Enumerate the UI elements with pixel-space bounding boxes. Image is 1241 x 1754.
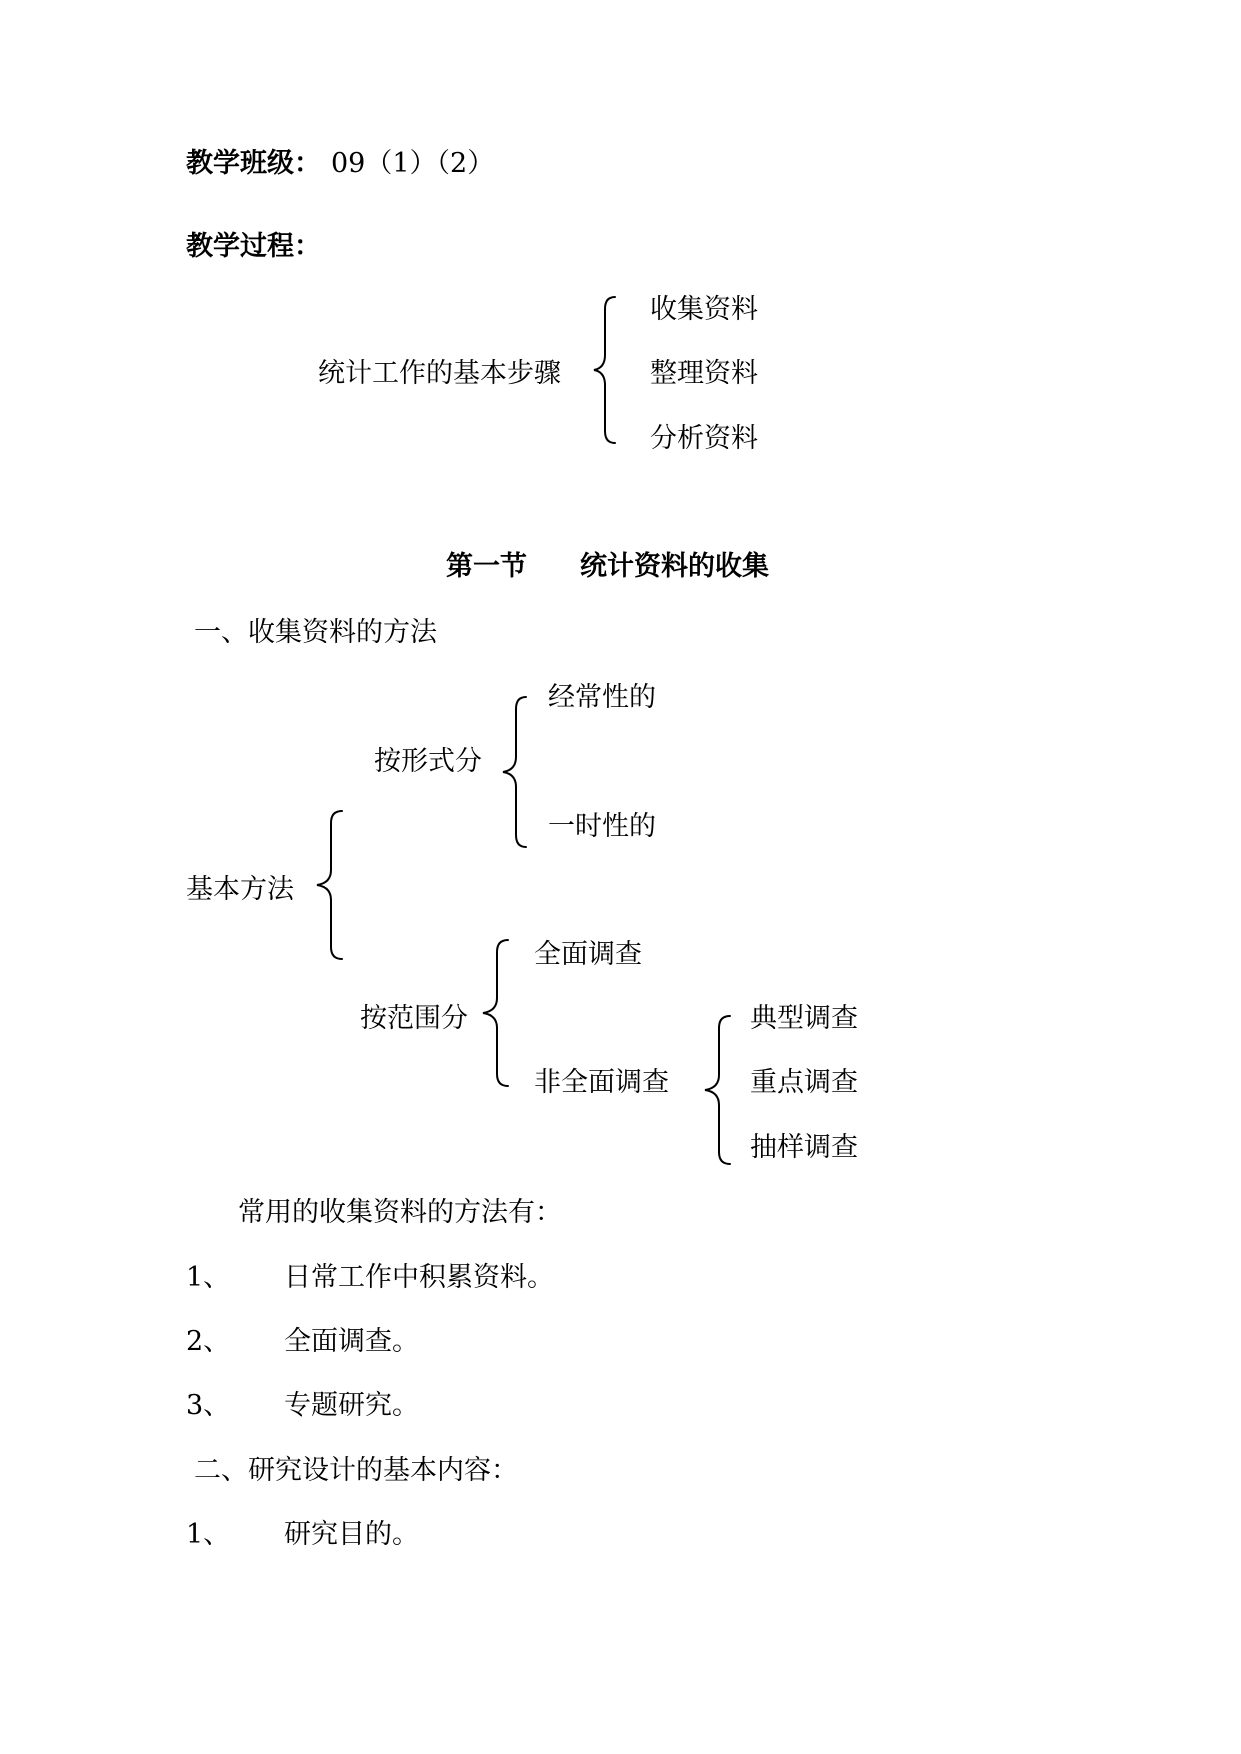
step-item: 分析资料 — [650, 423, 758, 454]
by-form-brace — [498, 695, 530, 849]
partial-child: 典型调查 — [750, 1003, 858, 1034]
class-label: 教学班级： — [186, 148, 321, 179]
form-child: 经常性的 — [548, 682, 656, 713]
class-value: 09（1）（2） — [331, 148, 495, 179]
list-item: 研究目的。 — [284, 1519, 419, 1550]
partial-child: 重点调查 — [750, 1067, 858, 1098]
root-brace — [312, 809, 346, 961]
form-child: 一时性的 — [548, 811, 656, 842]
list-number: 3、 — [186, 1390, 231, 1421]
by-scope-brace — [478, 938, 512, 1088]
section-number: 第一节 — [446, 551, 527, 582]
process-label: 教学过程： — [186, 231, 321, 262]
by-form-label: 按形式分 — [374, 746, 482, 777]
common-intro: 常用的收集资料的方法有： — [238, 1197, 562, 1228]
steps-brace — [590, 295, 620, 445]
scope-full: 全面调查 — [534, 939, 642, 970]
list-number: 1、 — [186, 1519, 231, 1550]
step-item: 整理资料 — [650, 358, 758, 389]
scope-partial: 非全面调查 — [534, 1067, 669, 1098]
part1-heading: 一、收集资料的方法 — [194, 617, 437, 648]
list-number: 2、 — [186, 1326, 231, 1357]
section-title: 统计资料的收集 — [580, 551, 769, 582]
list-item: 全面调查。 — [284, 1326, 419, 1357]
partial-brace — [700, 1014, 734, 1166]
steps-root: 统计工作的基本步骤 — [318, 358, 561, 389]
step-item: 收集资料 — [650, 294, 758, 325]
list-item: 日常工作中积累资料。 — [284, 1262, 554, 1293]
list-number: 1、 — [186, 1262, 231, 1293]
part2-heading: 二、研究设计的基本内容： — [194, 1455, 518, 1486]
tree-root: 基本方法 — [186, 874, 294, 905]
by-scope-label: 按范围分 — [360, 1003, 468, 1034]
list-item: 专题研究。 — [284, 1390, 419, 1421]
partial-child: 抽样调查 — [750, 1132, 858, 1163]
